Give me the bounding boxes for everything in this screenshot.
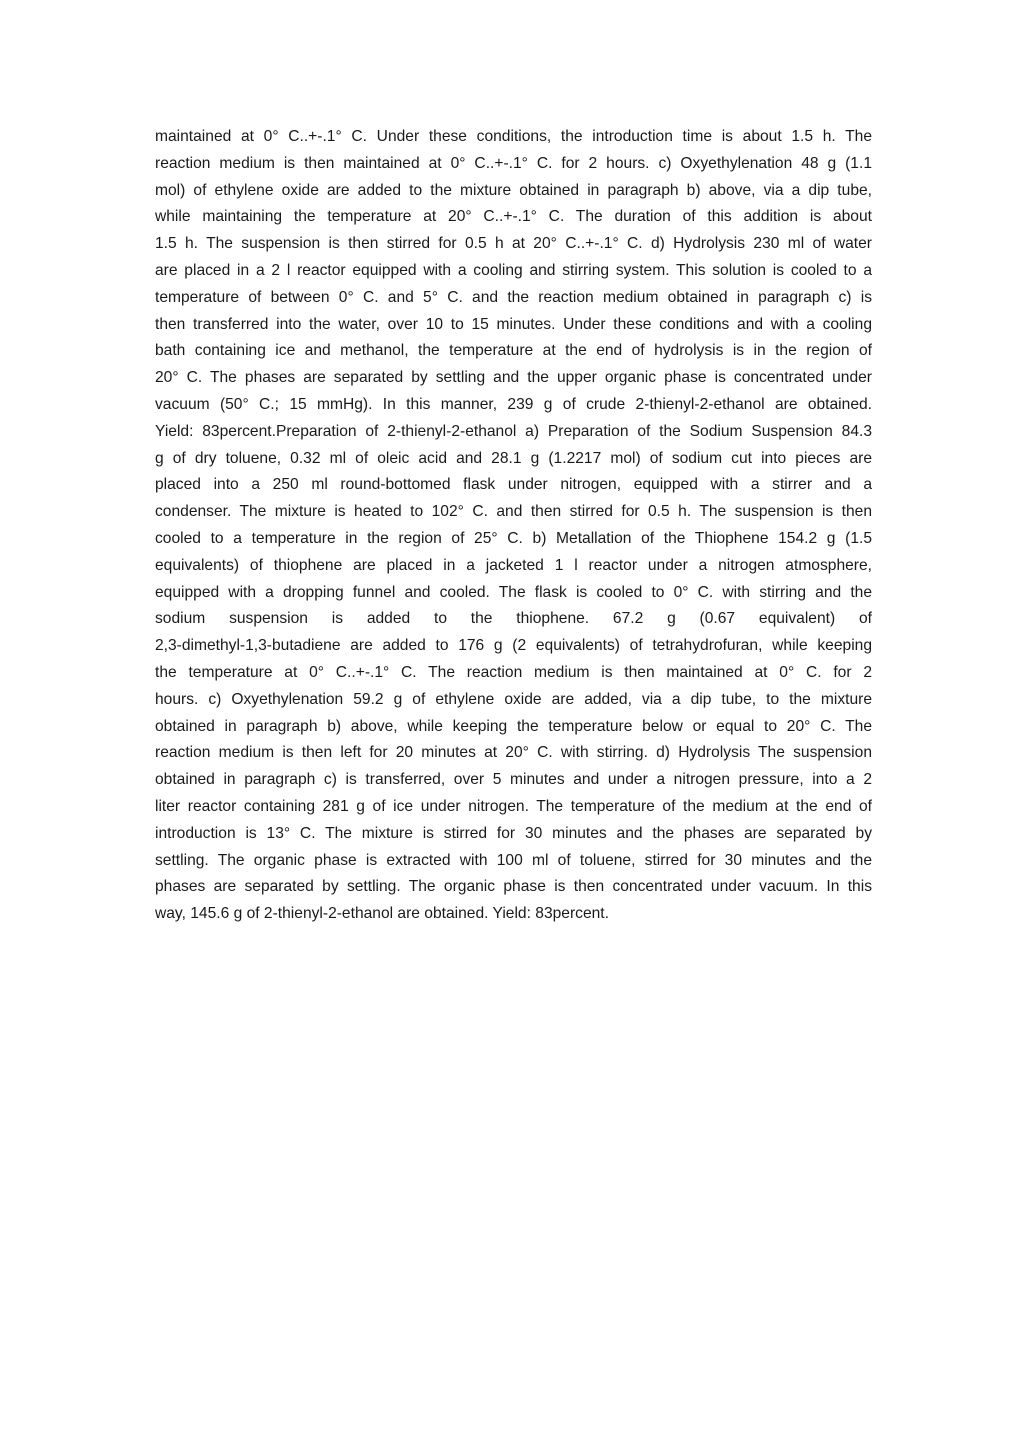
text-line: bath containing ice and methanol, the temperature at the end of hydrolysis is in the region of <box>155 342 872 360</box>
text-line: the temperature at 0° C..+-.1° C. The reaction medium is then maintained at 0° C. for 2 <box>155 663 872 681</box>
text-line: cooled to a temperature in the region of 25° C. b) Metallation of the Thiophene 154.2 g (1.5 <box>155 529 872 547</box>
text-line: temperature of between 0° C. and 5° C. and the reaction medium obtained in paragraph c) is <box>155 288 872 306</box>
text-line: reaction medium is then maintained at 0° C..+-.1° C. for 2 hours. c) Oxyethylenation 48 g (1.1 <box>155 154 872 172</box>
text-line: obtained in paragraph b) above, while keeping the temperature below or equal to 20° C. The <box>155 717 872 735</box>
text-line: Yield: 83percent.Preparation of 2-thienyl-2-ethanol a) Preparation of the Sodium Suspension 84.3 <box>155 422 872 440</box>
text-line: vacuum (50° C.; 15 mmHg). In this manner, 239 g of crude 2-thienyl-2-ethanol are obtained. <box>155 395 872 413</box>
text-line: reaction medium is then left for 20 minutes at 20° C. with stirring. d) Hydrolysis The suspension <box>155 744 872 762</box>
text-line: obtained in paragraph c) is transferred, over 5 minutes and under a nitrogen pressure, into a 2 <box>155 771 872 789</box>
text-line: phases are separated by settling. The organic phase is then concentrated under vacuum. In this <box>155 878 872 896</box>
text-line: then transferred into the water, over 10 to 15 minutes. Under these conditions and with a cooling <box>155 315 872 333</box>
text-line: 20° C. The phases are separated by settling and the upper organic phase is concentrated under <box>155 369 872 387</box>
text-line: way, 145.6 g of 2-thienyl-2-ethanol are obtained. Yield: 83percent. <box>155 905 609 923</box>
text-line: hours. c) Oxyethylenation 59.2 g of ethylene oxide are added, via a dip tube, to the mixture <box>155 690 872 708</box>
text-line: liter reactor containing 281 g of ice under nitrogen. The temperature of the medium at the end of <box>155 797 872 815</box>
text-line: while maintaining the temperature at 20° C..+-.1° C. The duration of this addition is about <box>155 208 872 226</box>
text-line: sodium suspension is added to the thiophene. 67.2 g (0.67 equivalent) of <box>155 610 872 628</box>
text-line: equipped with a dropping funnel and cooled. The flask is cooled to 0° C. with stirring and the <box>155 583 872 601</box>
text-line: maintained at 0° C..+-.1° C. Under these conditions, the introduction time is about 1.5 h. The <box>155 128 872 145</box>
text-line: g of dry toluene, 0.32 ml of oleic acid and 28.1 g (1.2217 mol) of sodium cut into pieces are <box>155 449 872 467</box>
text-line: settling. The organic phase is extracted with 100 ml of toluene, stirred for 30 minutes and the <box>155 851 872 869</box>
text-line: condenser. The mixture is heated to 102° C. and then stirred for 0.5 h. The suspension is then <box>155 503 872 521</box>
text-line: are placed in a 2 l reactor equipped with a cooling and stirring system. This solution is cooled to a <box>155 261 872 279</box>
text-line: 1.5 h. The suspension is then stirred for 0.5 h at 20° C..+-.1° C. d) Hydrolysis 230 ml of water <box>155 235 872 253</box>
text-line: placed into a 250 ml round-bottomed flask under nitrogen, equipped with a stirrer and a <box>155 476 872 494</box>
text-line: 2,3-dimethyl-1,3-butadiene are added to 176 g (2 equivalents) of tetrahydrofuran, while keeping <box>155 637 872 655</box>
body-paragraph <box>155 124 872 928</box>
text-line: equivalents) of thiophene are placed in a jacketed 1 l reactor under a nitrogen atmosphere, <box>155 556 872 574</box>
text-line: mol) of ethylene oxide are added to the mixture obtained in paragraph b) above, via a dip tube, <box>155 181 872 199</box>
text-line: introduction is 13° C. The mixture is stirred for 30 minutes and the phases are separated by <box>155 824 872 842</box>
